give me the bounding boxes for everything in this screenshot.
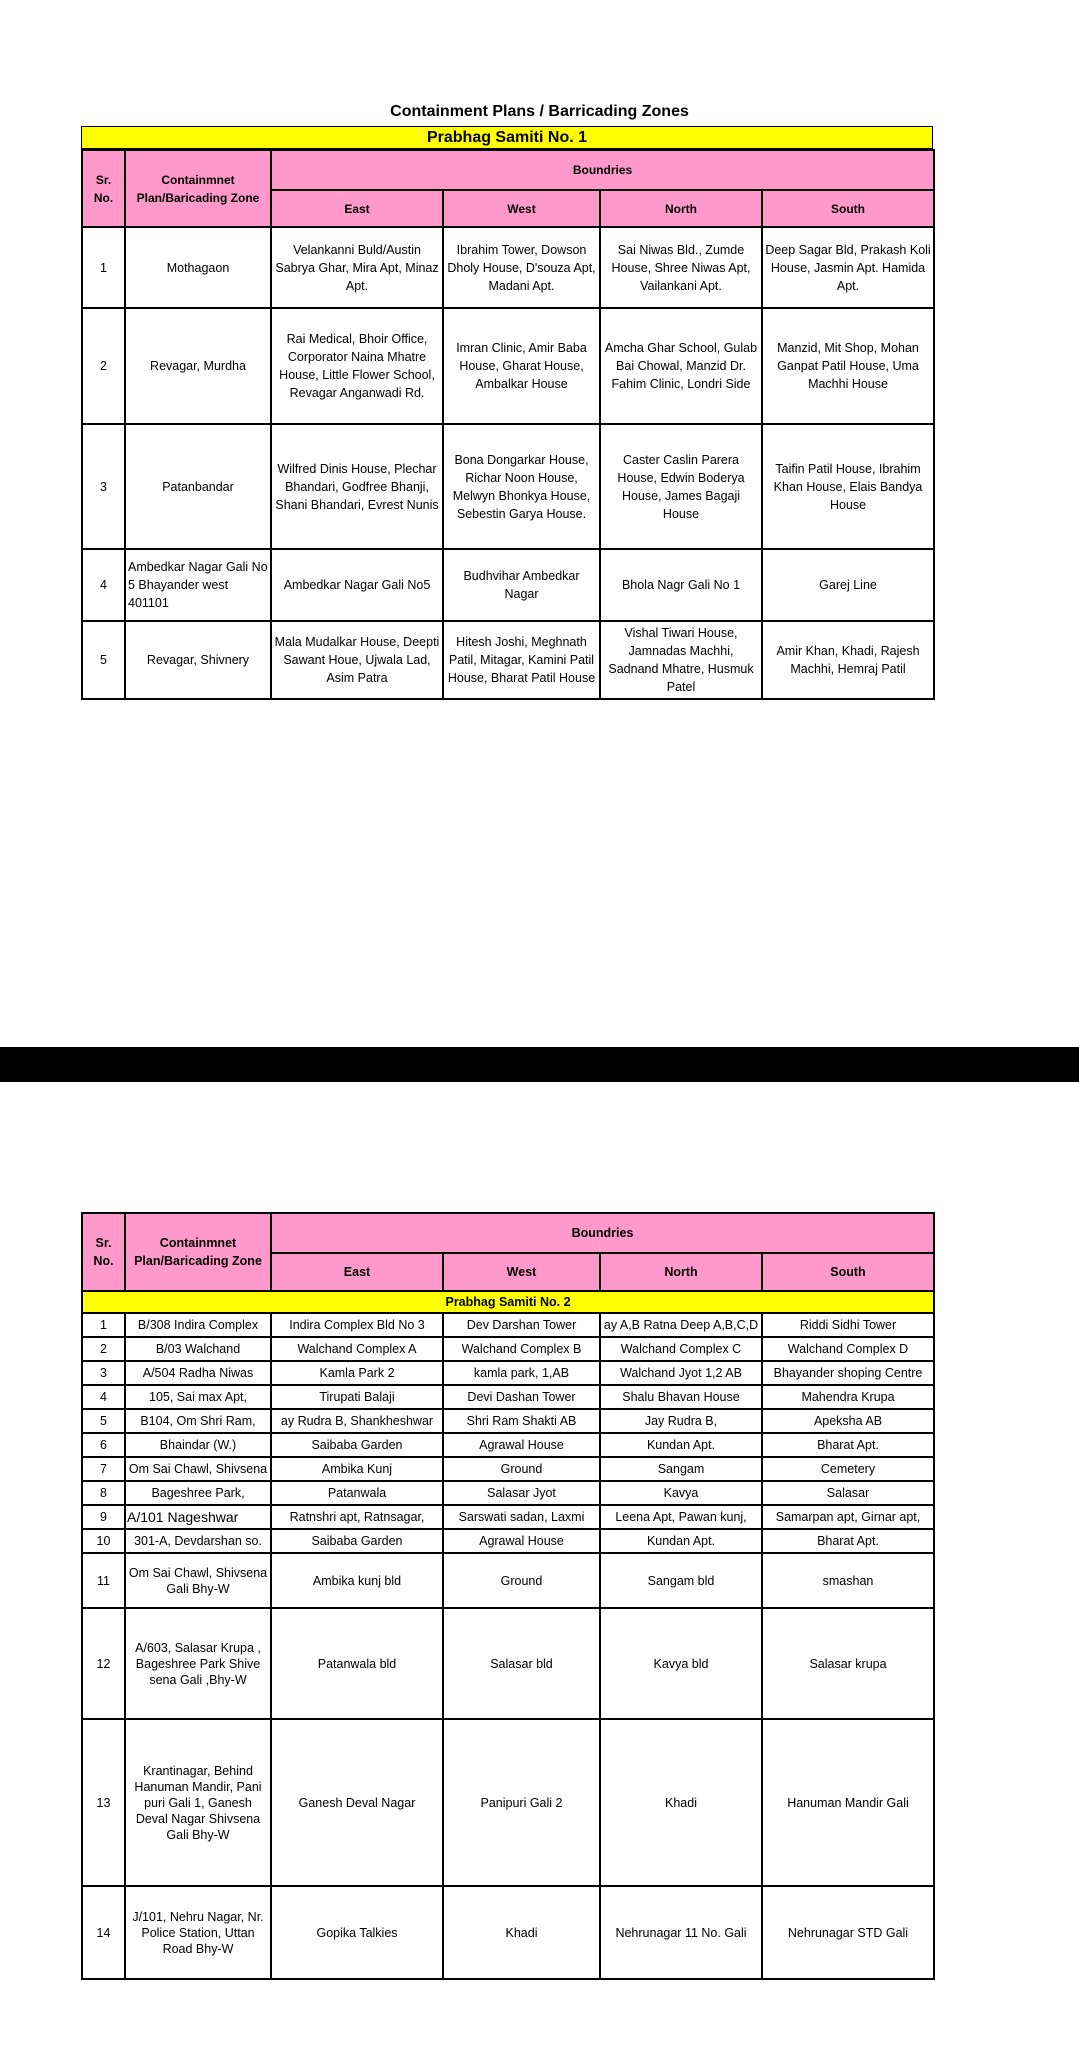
cell-north: Sai Niwas Bld., Zumde House, Shree Niwas Apt, Vailankani Apt.: [600, 227, 762, 308]
cell-zone: A/504 Radha Niwas: [125, 1361, 271, 1385]
cell-sr: 2: [82, 1337, 125, 1361]
cell-south: smashan: [762, 1553, 934, 1608]
cell-north: Walchand Jyot 1,2 AB: [600, 1361, 762, 1385]
cell-south: Salasar: [762, 1481, 934, 1505]
cell-north: Sangam bld: [600, 1553, 762, 1608]
cell-zone: Krantinagar, Behind Hanuman Mandir, Pani puri Gali 1, Ganesh Deval Nagar Shivsena Gali Bhy-W: [125, 1719, 271, 1886]
cell-south: Walchand Complex D: [762, 1337, 934, 1361]
header-sr: Sr. No.: [82, 150, 125, 227]
cell-zone: 301-A, Devdarshan so.: [125, 1529, 271, 1553]
table-row: [82, 1719, 934, 1886]
cell-north: Walchand Complex C: [600, 1337, 762, 1361]
table-section1: [81, 149, 935, 700]
table-row: [82, 1886, 934, 1979]
cell-east: Ganesh Deval Nagar: [271, 1719, 443, 1886]
cell-west: Agrawal House: [443, 1529, 600, 1553]
cell-south: Garej Line: [762, 549, 934, 621]
table-section2: [81, 1212, 935, 1980]
cell-zone: B104, Om Shri Ram,: [125, 1409, 271, 1433]
cell-west: Sarswati sadan, Laxmi: [443, 1505, 600, 1529]
cell-west: Walchand Complex B: [443, 1337, 600, 1361]
cell-zone: Ambedkar Nagar Gali No 5 Bhayander west 401101: [125, 549, 271, 621]
cell-sr: 4: [82, 549, 125, 621]
cell-west: Devi Dashan Tower: [443, 1385, 600, 1409]
cell-north: Kavya: [600, 1481, 762, 1505]
cell-east: Saibaba Garden: [271, 1529, 443, 1553]
cell-sr: 9: [82, 1505, 125, 1529]
cell-south: Amir Khan, Khadi, Rajesh Machhi, Hemraj Patil: [762, 621, 934, 699]
cell-north: Shalu Bhavan House: [600, 1385, 762, 1409]
cell-north: Amcha Ghar School, Gulab Bai Chowal, Manzid Dr. Fahim Clinic, Londri Side: [600, 308, 762, 424]
header-boundaries: Boundries: [271, 1213, 934, 1253]
header-east: East: [271, 1253, 443, 1291]
cell-west: Salasar Jyot: [443, 1481, 600, 1505]
cell-west: Ibrahim Tower, Dowson Dholy House, D'souza Apt, Madani Apt.: [443, 227, 600, 308]
cell-east: Kamla Park 2: [271, 1361, 443, 1385]
header-west: West: [443, 1253, 600, 1291]
cell-west: Panipuri Gali 2: [443, 1719, 600, 1886]
cell-west: Shri Ram Shakti AB: [443, 1409, 600, 1433]
section1-label: Prabhag Samiti No. 1: [81, 126, 933, 149]
cell-zone: Revagar, Murdha: [125, 308, 271, 424]
cell-zone: Bageshree Park,: [125, 1481, 271, 1505]
cell-sr: 2: [82, 308, 125, 424]
cell-north: Leena Apt, Pawan kunj,: [600, 1505, 762, 1529]
table-row: [82, 1361, 934, 1385]
cell-north: Sangam: [600, 1457, 762, 1481]
cell-sr: 7: [82, 1457, 125, 1481]
table-row: [82, 227, 934, 308]
cell-zone: Om Sai Chawl, Shivsena: [125, 1457, 271, 1481]
cell-sr: 3: [82, 1361, 125, 1385]
cell-zone: Revagar, Shivnery: [125, 621, 271, 699]
cell-sr: 1: [82, 227, 125, 308]
cell-zone: B/308 Indira Complex: [125, 1313, 271, 1337]
cell-sr: 4: [82, 1385, 125, 1409]
cell-north: Caster Caslin Parera House, Edwin Boderya House, James Bagaji House: [600, 424, 762, 549]
cell-east: Ambedkar Nagar Gali No5: [271, 549, 443, 621]
cell-east: Patanwala bld: [271, 1608, 443, 1719]
cell-zone: 105, Sai max Apt,: [125, 1385, 271, 1409]
cell-north: Kundan Apt.: [600, 1529, 762, 1553]
cell-south: Riddi Sidhi Tower: [762, 1313, 934, 1337]
cell-sr: 13: [82, 1719, 125, 1886]
cell-west: kamla park, 1,AB: [443, 1361, 600, 1385]
cell-sr: 6: [82, 1433, 125, 1457]
cell-zone: J/101, Nehru Nagar, Nr. Police Station, Uttan Road Bhy-W: [125, 1886, 271, 1979]
cell-east: Ambika kunj bld: [271, 1553, 443, 1608]
cell-sr: 12: [82, 1608, 125, 1719]
table-row: [82, 1608, 934, 1719]
cell-west: Imran Clinic, Amir Baba House, Gharat House, Ambalkar House: [443, 308, 600, 424]
cell-east: Velankanni Buld/Austin Sabrya Ghar, Mira Apt, Minaz Apt.: [271, 227, 443, 308]
table-row: [82, 621, 934, 699]
cell-east: Ratnshri apt, Ratnsagar,: [271, 1505, 443, 1529]
cell-west: Khadi: [443, 1886, 600, 1979]
cell-north: Kundan Apt.: [600, 1433, 762, 1457]
cell-south: Mahendra Krupa: [762, 1385, 934, 1409]
table-row: [82, 549, 934, 621]
page-title: Containment Plans / Barricading Zones: [390, 103, 689, 120]
header-west: West: [443, 190, 600, 227]
cell-zone: Bhaindar (W.): [125, 1433, 271, 1457]
page-separator: [0, 1047, 1079, 1082]
cell-west: Hitesh Joshi, Meghnath Patil, Mitagar, Kamini Patil House, Bharat Patil House: [443, 621, 600, 699]
cell-north: ay A,B Ratna Deep A,B,C,D: [600, 1313, 762, 1337]
header-east: East: [271, 190, 443, 227]
header-north: North: [600, 1253, 762, 1291]
table-row: [82, 1337, 934, 1361]
header-north: North: [600, 190, 762, 227]
table-row: [82, 308, 934, 424]
cell-south: Cemetery: [762, 1457, 934, 1481]
cell-sr: 11: [82, 1553, 125, 1608]
cell-east: Tirupati Balaji: [271, 1385, 443, 1409]
cell-east: Rai Medical, Bhoir Office, Corporator Naina Mhatre House, Little Flower School, Revagar Anganwadi Rd.: [271, 308, 443, 424]
table-row: [82, 1553, 934, 1608]
cell-east: Ambika Kunj: [271, 1457, 443, 1481]
cell-south: Deep Sagar Bld, Prakash Koli House, Jasmin Apt. Hamida Apt.: [762, 227, 934, 308]
cell-south: Samarpan apt, Girnar apt,: [762, 1505, 934, 1529]
cell-sr: 5: [82, 621, 125, 699]
cell-north: Jay Rudra B,: [600, 1409, 762, 1433]
cell-zone: A/101 Nageshwar: [125, 1505, 271, 1529]
cell-north: Nehrunagar 11 No. Gali: [600, 1886, 762, 1979]
cell-west: Budhvihar Ambedkar Nagar: [443, 549, 600, 621]
table-row: [82, 1505, 934, 1529]
cell-south: Bharat Apt.: [762, 1433, 934, 1457]
table-row: [82, 1481, 934, 1505]
cell-west: Bona Dongarkar House, Richar Noon House, Melwyn Bhonkya House, Sebestin Garya House.: [443, 424, 600, 549]
cell-east: Saibaba Garden: [271, 1433, 443, 1457]
cell-south: Bhayander shoping Centre: [762, 1361, 934, 1385]
cell-sr: 10: [82, 1529, 125, 1553]
cell-north: Khadi: [600, 1719, 762, 1886]
cell-east: Mala Mudalkar House, Deepti Sawant Houe, Ujwala Lad, Asim Patra: [271, 621, 443, 699]
table-row: [82, 1457, 934, 1481]
cell-east: Patanwala: [271, 1481, 443, 1505]
header-south: South: [762, 1253, 934, 1291]
cell-zone: Om Sai Chawl, Shivsena Gali Bhy-W: [125, 1553, 271, 1608]
header-south: South: [762, 190, 934, 227]
header-sr: Sr. No.: [82, 1213, 125, 1291]
table-row: [82, 1409, 934, 1433]
cell-east: Gopika Talkies: [271, 1886, 443, 1979]
cell-east: Indira Complex Bld No 3: [271, 1313, 443, 1337]
cell-south: Salasar krupa: [762, 1608, 934, 1719]
cell-zone: A/603, Salasar Krupa , Bageshree Park Shive sena Gali ,Bhy-W: [125, 1608, 271, 1719]
cell-north: Vishal Tiwari House, Jamnadas Machhi, Sadnand Mhatre, Husmuk Patel: [600, 621, 762, 699]
cell-west: Dev Darshan Tower: [443, 1313, 600, 1337]
cell-east: Walchand Complex A: [271, 1337, 443, 1361]
cell-west: Ground: [443, 1457, 600, 1481]
cell-north: Bhola Nagr Gali No 1: [600, 549, 762, 621]
cell-east: ay Rudra B, Shankheshwar: [271, 1409, 443, 1433]
cell-south: Hanuman Mandir Gali: [762, 1719, 934, 1886]
table-row: [82, 1313, 934, 1337]
cell-south: Nehrunagar STD Gali: [762, 1886, 934, 1979]
cell-sr: 8: [82, 1481, 125, 1505]
cell-south: Taifin Patil House, Ibrahim Khan House, Elais Bandya House: [762, 424, 934, 549]
cell-south: Manzid, Mit Shop, Mohan Ganpat Patil House, Uma Machhi House: [762, 308, 934, 424]
table-row: [82, 1385, 934, 1409]
cell-zone: Mothagaon: [125, 227, 271, 308]
cell-west: Salasar bld: [443, 1608, 600, 1719]
section2-label: Prabhag Samiti No. 2: [82, 1291, 934, 1313]
cell-east: Wilfred Dinis House, Plechar Bhandari, Godfree Bhanji, Shani Bhandari, Evrest Nunis: [271, 424, 443, 549]
cell-south: Bharat Apt.: [762, 1529, 934, 1553]
table-row: [82, 1433, 934, 1457]
cell-zone: Patanbandar: [125, 424, 271, 549]
cell-sr: 1: [82, 1313, 125, 1337]
cell-sr: 3: [82, 424, 125, 549]
cell-sr: 5: [82, 1409, 125, 1433]
cell-west: Agrawal House: [443, 1433, 600, 1457]
header-zone: Containmnet Plan/Baricading Zone: [125, 150, 271, 227]
cell-south: Apeksha AB: [762, 1409, 934, 1433]
cell-sr: 14: [82, 1886, 125, 1979]
header-zone: Containmnet Plan/Baricading Zone: [125, 1213, 271, 1291]
cell-zone: B/03 Walchand: [125, 1337, 271, 1361]
header-boundaries: Boundries: [271, 150, 934, 190]
cell-west: Ground: [443, 1553, 600, 1608]
cell-north: Kavya bld: [600, 1608, 762, 1719]
table-row: [82, 1529, 934, 1553]
table-row: [82, 424, 934, 549]
